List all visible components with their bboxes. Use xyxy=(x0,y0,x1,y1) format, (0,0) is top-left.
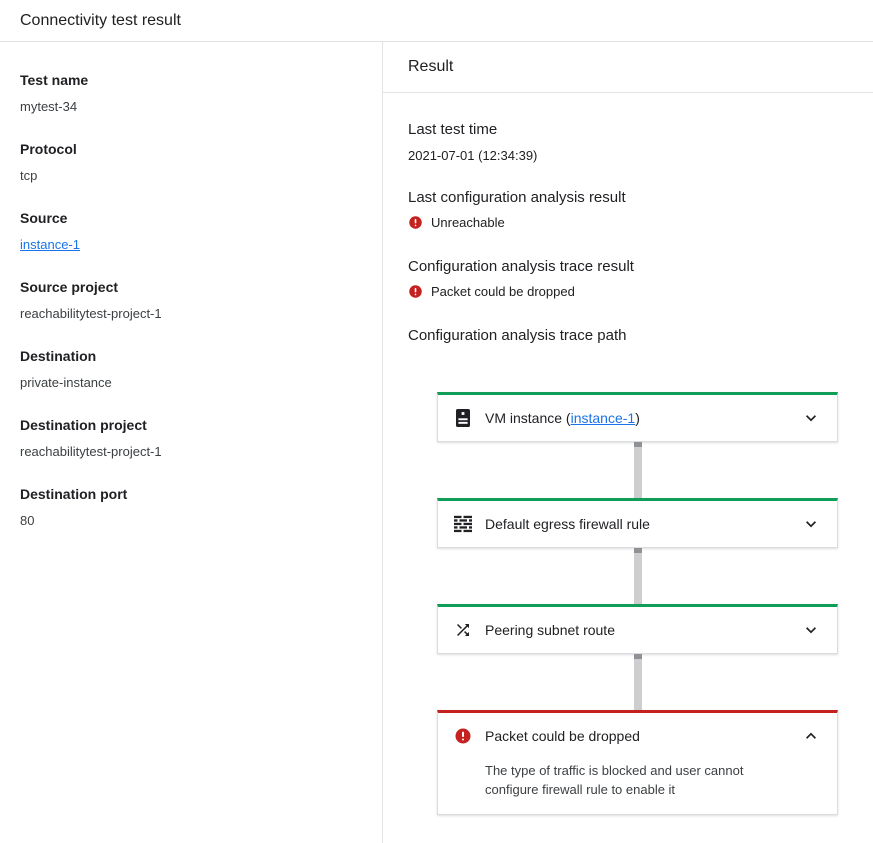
result-body xyxy=(383,93,873,815)
trace-step-header[interactable] xyxy=(438,713,837,759)
page-title: Connectivity test result xyxy=(20,11,181,29)
trace-step-title: Packet could be dropped xyxy=(485,728,640,744)
source-instance-link[interactable]: instance-1 xyxy=(20,237,80,252)
trace-result-label: Configuration analysis trace result xyxy=(408,258,634,275)
chevron-up-icon[interactable] xyxy=(801,726,821,746)
trace-step-header[interactable] xyxy=(438,395,837,441)
trace-step-title: Peering subnet route xyxy=(485,622,615,638)
firewall-icon xyxy=(454,515,472,533)
field-value xyxy=(20,237,362,252)
chevron-down-icon[interactable] xyxy=(801,408,821,428)
field-label: Source project xyxy=(20,279,119,295)
last-analysis-label: Last configuration analysis result xyxy=(408,189,626,206)
field-value: reachabilitytest-project-1 xyxy=(20,444,162,459)
trace-step-packet-dropped xyxy=(437,710,838,815)
trace-path xyxy=(437,392,838,815)
app-header xyxy=(0,0,873,42)
trace-step-title xyxy=(485,410,640,426)
test-details-panel xyxy=(0,42,383,843)
result-panel xyxy=(383,42,873,843)
field-destination xyxy=(20,348,362,390)
main-content xyxy=(0,42,873,843)
field-value: reachabilitytest-project-1 xyxy=(20,306,162,321)
field-label: Protocol xyxy=(20,141,77,157)
field-label: Destination project xyxy=(20,417,147,433)
trace-step-peering-route xyxy=(437,604,838,654)
chevron-down-icon[interactable] xyxy=(801,620,821,640)
result-header xyxy=(383,42,873,93)
last-analysis-status xyxy=(408,215,873,230)
field-value: 80 xyxy=(20,513,35,528)
field-protocol xyxy=(20,141,362,183)
last-test-time-label: Last test time xyxy=(408,121,498,138)
trace-connector xyxy=(634,548,642,604)
title-text: ) xyxy=(635,410,640,426)
vm-instance-icon xyxy=(454,409,472,427)
status-text: Unreachable xyxy=(431,215,505,230)
trace-step-header[interactable] xyxy=(438,607,837,653)
trace-connector xyxy=(634,442,642,498)
trace-result-status xyxy=(408,284,873,299)
field-value: tcp xyxy=(20,168,38,183)
field-label: Test name xyxy=(20,72,89,88)
field-source-project xyxy=(20,279,362,321)
status-text: Packet could be dropped xyxy=(431,284,575,299)
trace-step-header[interactable] xyxy=(438,501,837,547)
field-destination-project xyxy=(20,417,362,459)
result-title: Result xyxy=(408,58,454,75)
instance-link[interactable]: instance-1 xyxy=(570,410,636,426)
field-destination-port xyxy=(20,486,362,528)
field-value: mytest-34 xyxy=(20,99,78,114)
trace-step-title: Default egress firewall rule xyxy=(485,516,650,532)
field-test-name xyxy=(20,72,362,114)
chevron-down-icon[interactable] xyxy=(801,514,821,534)
error-icon xyxy=(454,727,472,745)
field-label: Destination port xyxy=(20,486,128,502)
error-icon xyxy=(408,215,423,230)
field-label: Destination xyxy=(20,348,97,364)
error-icon xyxy=(408,284,423,299)
trace-path-label: Configuration analysis trace path xyxy=(408,327,627,344)
route-icon xyxy=(454,621,472,639)
trace-step-vm-instance xyxy=(437,392,838,442)
field-label: Source xyxy=(20,210,68,226)
trace-step-firewall-rule xyxy=(437,498,838,548)
trace-step-description: The type of traffic is blocked and user cannot configure firewall rule to enable it xyxy=(485,763,744,797)
last-test-time-value: 2021-07-01 (12:34:39) xyxy=(408,148,538,163)
trace-connector xyxy=(634,654,642,710)
field-value: private-instance xyxy=(20,375,112,390)
field-source xyxy=(20,210,362,252)
title-text: VM instance ( xyxy=(485,410,571,426)
